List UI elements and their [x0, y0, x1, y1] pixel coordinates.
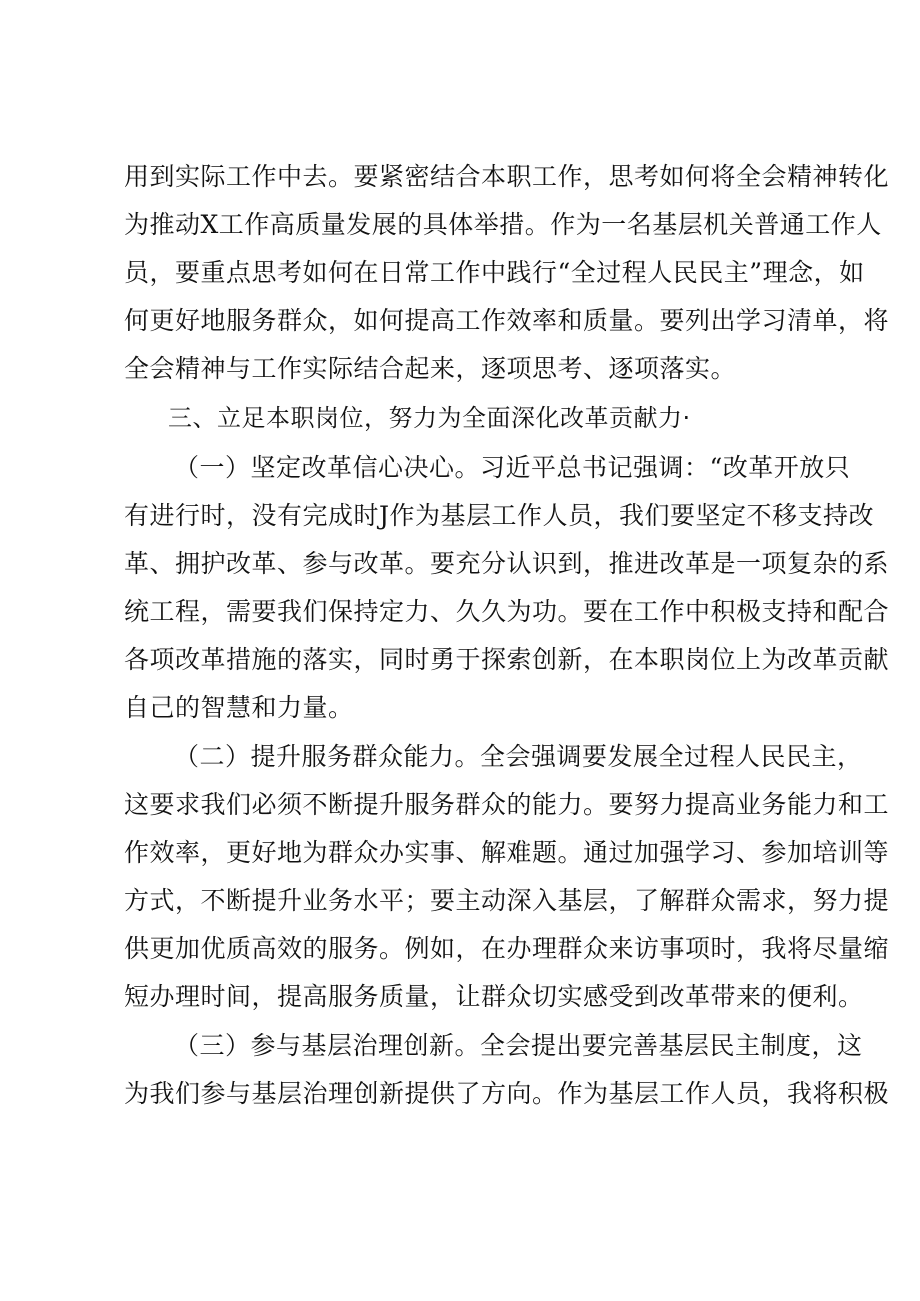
paragraph-1-line-5: 全会精神与工作实际结合起来，逐项思考、逐项落实。: [124, 354, 737, 383]
paragraph-1-line-3: 员，要重点思考如何在日常工作中践行“全过程人民民主”理念，如: [124, 258, 865, 287]
paragraph-3-line-6: 短办理时间，提高服务质量，让群众切实感受到改革带来的便利。: [124, 982, 864, 1011]
paragraph-1-line-2: 为推动X工作高质量发展的具体举措。作为一名基层机关普通工作人: [124, 210, 882, 239]
paragraph-3-line-5: 供更加优质高效的服务。例如，在办理群众来访事项时，我将尽量缩: [124, 934, 890, 963]
paragraph-2-line-6: 自己的智慧和力量。: [124, 693, 354, 722]
paragraph-4-line-2: 为我们参与基层治理创新提供了方向。作为基层工作人员，我将积极: [124, 1079, 890, 1108]
paragraph-3-line-1: （二）提升服务群众能力。全会强调要发展全过程人民民主，: [174, 742, 863, 771]
paragraph-4-line-1: （三）参与基层治理创新。全会提出要完善基层民主制度，这: [174, 1031, 863, 1060]
paragraph-1-line-4: 何更好地服务群众，如何提高工作效率和质量。要列出学习清单，将: [124, 306, 890, 335]
paragraph-3-line-4: 方式，不断提升业务水平；要主动深入基层，了解群众需求，努力提: [124, 886, 890, 915]
section-heading: 三、立足本职岗位，努力为全面深化改革贡献力·: [168, 404, 691, 432]
paragraph-3-line-3: 作效率，更好地为群众办实事、解难题。通过加强学习、参加培训等: [124, 838, 890, 867]
paragraph-2-line-1: （一）坚定改革信心决心。习近平总书记强调：“改革开放只: [174, 453, 851, 482]
paragraph-2-line-2: 有进行时，没有完成时J作为基层工作人员，我们要坚定不移支持改: [124, 501, 875, 530]
paragraph-3-line-2: 这要求我们必须不断提升服务群众的能力。要努力提高业务能力和工: [124, 790, 890, 819]
paragraph-2-line-5: 各项改革措施的落实，同时勇于探索创新，在本职岗位上为改革贡献: [124, 645, 890, 674]
paragraph-1-line-1: 用到实际工作中去。要紧密结合本职工作，思考如何将全会精神转化: [124, 162, 890, 191]
paragraph-2-line-4: 统工程，需要我们保持定力、久久为功。要在工作中积极支持和配合: [124, 597, 890, 626]
paragraph-2-line-3: 革、拥护改革、参与改革。要充分认识到，推进改革是一项复杂的系: [124, 549, 890, 578]
